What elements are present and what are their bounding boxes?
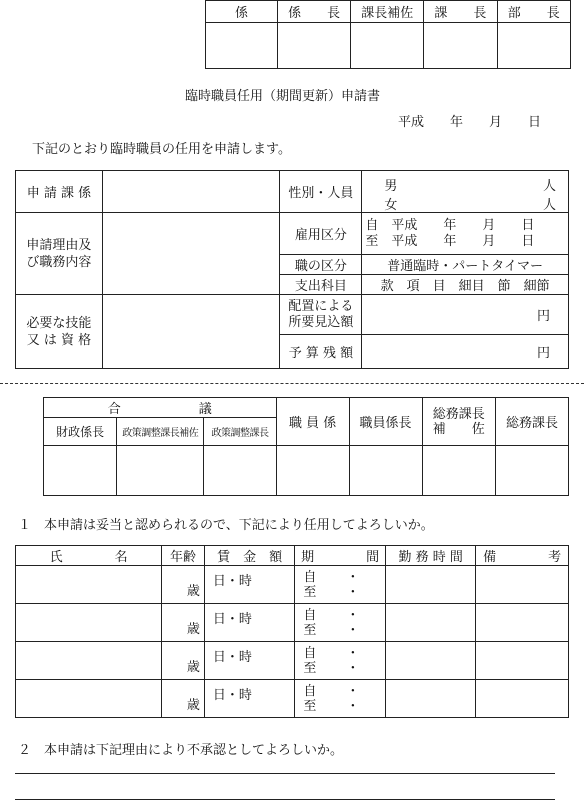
- table-row: [16, 680, 569, 718]
- skill-label-1: 必要な技能: [26, 315, 92, 331]
- approval-stamp-box[interactable]: [495, 446, 568, 496]
- to-mark: 至: [303, 698, 317, 714]
- age-unit: 歳: [186, 660, 200, 675]
- name-cell[interactable]: [16, 604, 162, 642]
- dot: ・: [346, 683, 360, 699]
- wage-cell[interactable]: [204, 642, 294, 680]
- stamp-box[interactable]: [206, 23, 278, 69]
- stamp-box[interactable]: [277, 23, 350, 69]
- wage-unit: 日・時: [212, 688, 252, 703]
- wage-cell[interactable]: [204, 566, 294, 604]
- notes-cell[interactable]: [476, 566, 569, 604]
- notes-cell[interactable]: [476, 680, 569, 718]
- reason-label-1: 申請理由及: [26, 237, 92, 253]
- dot: ・: [346, 584, 360, 600]
- to-mark: 至: [303, 622, 317, 638]
- approval-stamp-box[interactable]: [117, 446, 204, 496]
- reason-field[interactable]: [102, 213, 280, 295]
- dot: ・: [346, 660, 360, 676]
- from-mark: 自: [303, 645, 317, 661]
- application-table: [15, 170, 569, 369]
- from-mark: 自: [303, 569, 317, 585]
- approval-stamp-box[interactable]: [44, 446, 117, 496]
- gender-label: 性別・人員: [280, 171, 362, 213]
- stamp-header-cell: 部 長: [497, 1, 570, 23]
- age-unit: 歳: [186, 698, 200, 713]
- skill-field[interactable]: [102, 295, 280, 369]
- general-deputy-2: 補 佐: [432, 421, 485, 437]
- policy-deputy-header: 政策調整課長補佐: [117, 418, 204, 446]
- approval-stamp-box[interactable]: [349, 446, 422, 496]
- staff-chief-header: 職員係長: [349, 398, 422, 446]
- table-row: [16, 604, 569, 642]
- stamp-box[interactable]: [424, 23, 497, 69]
- dot: ・: [346, 569, 360, 585]
- general-chief-header: 総務課長: [495, 398, 568, 446]
- name-cell[interactable]: [16, 642, 162, 680]
- age-cell[interactable]: [162, 642, 205, 680]
- dept-field[interactable]: [102, 171, 280, 213]
- stamp-header-cell: 課 長: [424, 1, 497, 23]
- stamp-header-cell: 係: [206, 1, 278, 23]
- to-line: 至 平成 年 月 日: [365, 233, 535, 249]
- hours-cell[interactable]: [386, 642, 476, 680]
- cost-yen: 円: [536, 309, 550, 324]
- period-cell[interactable]: [295, 566, 386, 604]
- age-unit: 歳: [186, 622, 200, 637]
- approval-stamp-box[interactable]: [422, 446, 495, 496]
- date-line[interactable]: 平成 年 月 日: [398, 115, 542, 130]
- wage-cell[interactable]: [204, 604, 294, 642]
- to-mark: 至: [303, 584, 317, 600]
- male-unit: 人: [542, 178, 556, 194]
- dept-label-text: 申 請 課 係: [26, 186, 92, 201]
- dot: ・: [346, 607, 360, 623]
- dot: ・: [346, 622, 360, 638]
- account-label: 支出科目: [280, 275, 362, 295]
- approval-stamp-box[interactable]: [204, 446, 276, 496]
- budget-field[interactable]: [362, 335, 569, 369]
- wage-unit: 日・時: [212, 650, 252, 665]
- period-header: 期 間: [295, 546, 386, 566]
- age-cell[interactable]: [162, 680, 205, 718]
- to-mark: 至: [303, 660, 317, 676]
- stamp-header-cell: 係 長: [277, 1, 350, 23]
- name-header: 氏 名: [16, 546, 162, 566]
- from-mark: 自: [303, 683, 317, 699]
- intro-text: 下記のとおり臨時職員の任用を申請します。: [32, 142, 291, 157]
- notes-header: 備 考: [476, 546, 569, 566]
- name-cell[interactable]: [16, 566, 162, 604]
- wage-unit: 日・時: [212, 612, 252, 627]
- skill-label-2: 又 は 資 格: [26, 332, 92, 348]
- wage-header: 賃 金 額: [204, 546, 294, 566]
- gender-field[interactable]: [362, 171, 569, 213]
- wage-cell[interactable]: [204, 680, 294, 718]
- finance-chief-header: 財政係長: [44, 418, 117, 446]
- reason-label-2: び職務内容: [26, 254, 92, 270]
- account-value[interactable]: 款 項 目 細目 節 細節: [362, 275, 569, 295]
- from-mark: 自: [303, 607, 317, 623]
- hours-header: 勤 務 時 間: [386, 546, 476, 566]
- stamp-table: [205, 0, 571, 69]
- dot: ・: [346, 698, 360, 714]
- period-cell[interactable]: [295, 642, 386, 680]
- cost-label-1: 配置による: [288, 298, 354, 314]
- reason-label: [16, 213, 103, 295]
- name-cell[interactable]: [16, 680, 162, 718]
- age-header: 年齢: [162, 546, 205, 566]
- approval-stamp-box[interactable]: [276, 446, 349, 496]
- budget-label: 予 算 残 額: [280, 335, 362, 369]
- budget-yen: 円: [536, 346, 550, 361]
- period-label: 雇用区分: [280, 213, 362, 255]
- reason-write-line[interactable]: [15, 799, 555, 800]
- form-title: 臨時職員任用（期間更新）申請書: [185, 89, 381, 104]
- period-cell[interactable]: [295, 604, 386, 642]
- general-deputy-1: 総務課長: [432, 406, 485, 422]
- section1-text: １ 本申請は妥当と認められるので、下記により任用してよろしいか。: [18, 518, 434, 533]
- consult-header: 合 議: [44, 398, 277, 418]
- hours-cell[interactable]: [386, 566, 476, 604]
- cost-label: [280, 295, 362, 335]
- female-label: 女: [384, 197, 398, 213]
- hours-cell[interactable]: [386, 604, 476, 642]
- wage-unit: 日・時: [212, 574, 252, 589]
- dept-label: [16, 171, 103, 213]
- cost-label-2: 所要見込額: [288, 314, 354, 330]
- period-field[interactable]: [362, 213, 569, 255]
- age-unit: 歳: [186, 584, 200, 599]
- approval-table: [43, 397, 569, 496]
- policy-chief-header: 政策調整課長: [204, 418, 276, 446]
- cost-field[interactable]: [362, 295, 569, 335]
- skill-label: [16, 295, 103, 369]
- dashed-separator: [0, 383, 584, 384]
- type-value[interactable]: 普通臨時・パートタイマー: [362, 255, 569, 275]
- from-line: 自 平成 年 月 日: [365, 217, 535, 233]
- section2-text: ２ 本申請は下記理由により不承認としてよろしいか。: [18, 743, 344, 758]
- table-row: [16, 642, 569, 680]
- notes-cell[interactable]: [476, 604, 569, 642]
- notes-cell[interactable]: [476, 642, 569, 680]
- period-cell[interactable]: [295, 680, 386, 718]
- dot: ・: [346, 645, 360, 661]
- general-deputy-header: [422, 398, 495, 446]
- age-cell[interactable]: [162, 566, 205, 604]
- staff-header: 職 員 係: [276, 398, 349, 446]
- female-unit: 人: [542, 197, 556, 213]
- reason-write-line[interactable]: [15, 773, 555, 774]
- stamp-box[interactable]: [351, 23, 424, 69]
- table-row: [16, 566, 569, 604]
- hours-cell[interactable]: [386, 680, 476, 718]
- age-cell[interactable]: [162, 604, 205, 642]
- stamp-box[interactable]: [497, 23, 570, 69]
- male-label: 男: [384, 178, 398, 194]
- employment-table: [15, 545, 569, 718]
- stamp-header-cell: 課長補佐: [351, 1, 424, 23]
- type-label: 職の区分: [280, 255, 362, 275]
